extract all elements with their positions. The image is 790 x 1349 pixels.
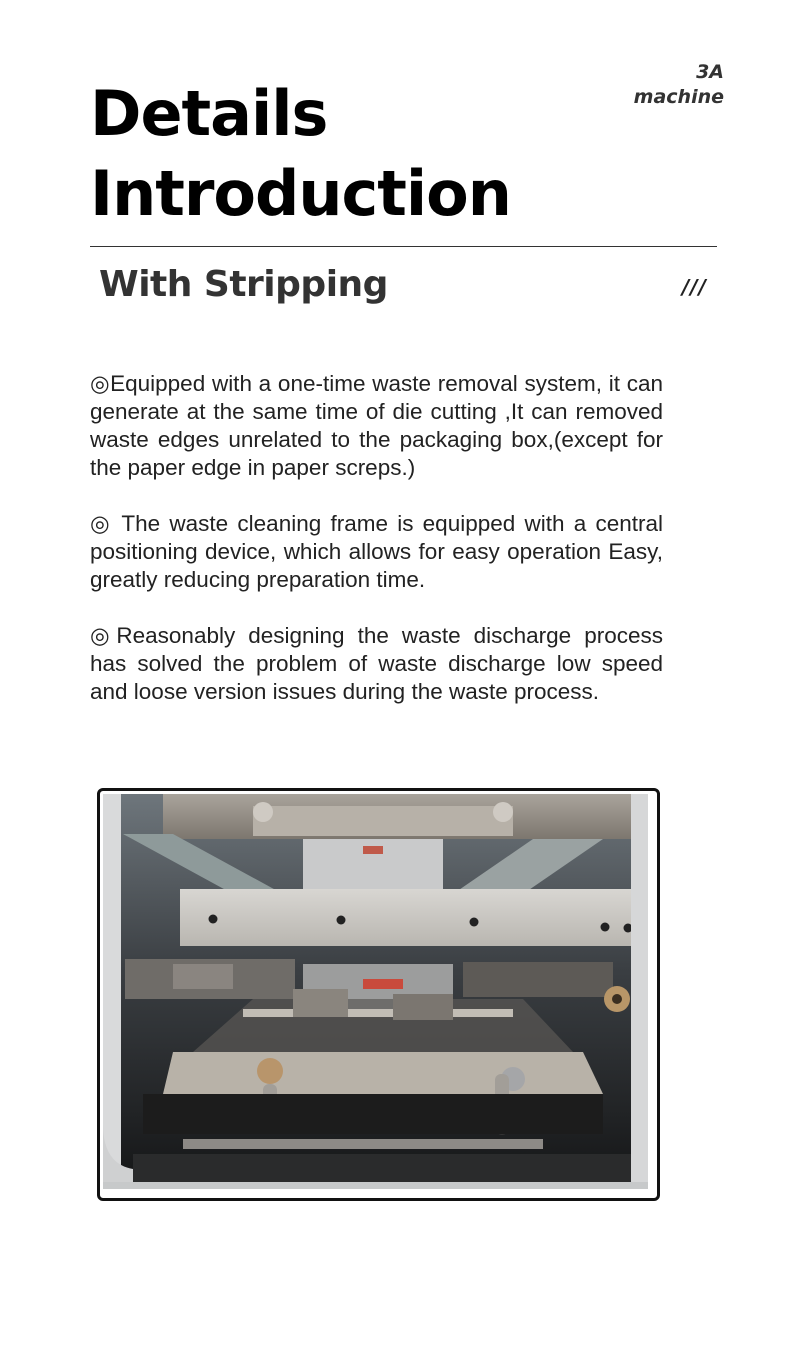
brand-label xyxy=(634,60,724,110)
page-title xyxy=(90,74,511,234)
slashes-decoration-icon: /// xyxy=(682,275,707,299)
title-line-1: Details xyxy=(90,77,328,150)
feature-paragraph: ◎Reasonably designing the waste discharge process has solved the problem of waste discharge low speed and loose version issues during the waste process. xyxy=(90,623,663,704)
brand-line-1: 3A xyxy=(696,61,724,83)
feature-paragraph: ◎ The waste cleaning frame is equipped with a central positioning device, which allows for easy operation Easy, greatly reducing preparation time. xyxy=(90,511,663,592)
section-subtitle: With Stripping xyxy=(99,264,388,305)
feature-paragraph: ◎Equipped with a one-time waste removal system, it can generate at the same time of die cutting ,It can removed waste edges unrelated to the packaging box,(except for the paper edge in paper screps.) xyxy=(90,371,663,480)
machine-photo-frame xyxy=(97,788,660,1201)
title-line-2: Introduction xyxy=(90,157,511,230)
header-divider xyxy=(90,246,717,247)
feature-description xyxy=(90,370,663,734)
brand-line-2: machine xyxy=(633,86,724,108)
stripping-unit-illustration xyxy=(103,794,648,1189)
machine-photo xyxy=(103,794,648,1189)
